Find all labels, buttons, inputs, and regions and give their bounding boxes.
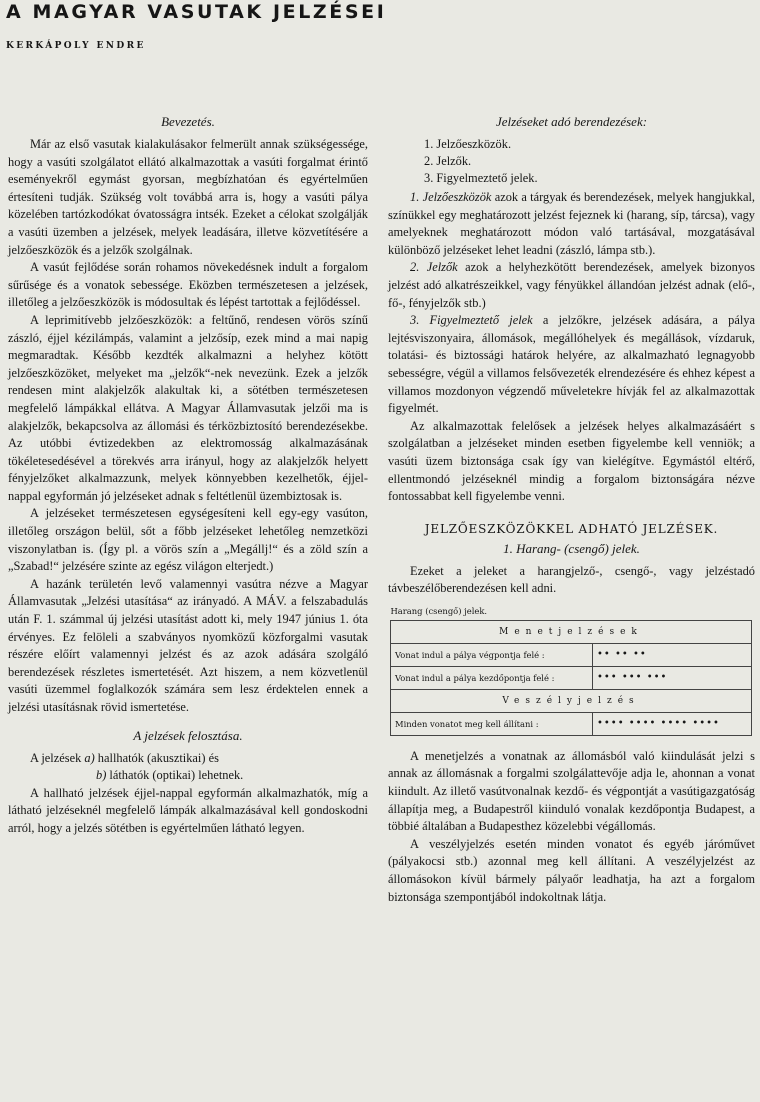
devices-paragraph-4: Az alkalmazottak felelősek a jelzések helyes alkalmazásáért s szolgálatban a jelzéseket minden esetben figyelembe kell venniök; a vasúti üzem biztonsága csak így van kielégítve. Egymástól eltérő, ellentmondó jelzéseknél mindig a forgalom biztonságára nézve fontossabbat kell figyelembe venni. bbox=[388, 418, 755, 504]
table-row-label: Minden vonatot meg kell állítani : bbox=[391, 712, 593, 735]
division-marker-b: b) bbox=[96, 768, 107, 783]
article-title: A MAGYAR VASUTAK JELZÉSEI bbox=[6, 1, 387, 23]
intro-paragraph-5: A hazánk területén levő valamennyi vasútra nézve a Magyar Államvasutak „Jelzési utasítása“ az irányadó. A MÁV. a felszabadulás után F. 1. számmal új jelzési utasítást adott ki, mely 1947 június 1. óta érvényes. Ez felöleli a szabványos nyomközű közforgalmi vasutak részére előírt valamennyi jelzést és az azok adására szolgáló berendezések részletes ismertetését. Azt hiszem, a nem közvetlenül vasúti üzemmel foglalkozók számára sem lesz érdektelen ennek a jelzési utasításnak rövid ismertetése. bbox=[8, 576, 368, 714]
devices-paragraph-1 bbox=[388, 189, 755, 259]
section-heading: JELZŐESZKÖZÖKKEL ADHATÓ JELZÉSEK. bbox=[424, 521, 719, 536]
devices-paragraph-2 bbox=[388, 259, 755, 312]
table-row-pattern: •• •• •• bbox=[593, 643, 752, 666]
devices-paragraph-1-text: azok a tárgyak és berendezések, melyek hangjukkal, színükkel egy meghatározott jelzést fejeznek ki (harang, síp, tárcsa), vagy amelyeknek meghatározott módon való tartásával, mozgatásával különböző jelzéseket lehet leadni (zászló, lámpa stb.). bbox=[388, 190, 755, 257]
table-row-pattern: •••• •••• •••• •••• bbox=[593, 712, 752, 735]
division-line-1 bbox=[8, 750, 368, 768]
term-figyelmezteto-jelek: 3. Figyelmeztető jelek bbox=[410, 313, 533, 328]
veszelyjelzes-paragraph: A veszélyjelzés esetén minden vonatot és egyéb járóművet (pályakocsi stb.) azonnal meg kell állítani. A veszélyjelzést az állomásokon kívül bármely pályaőr leadhatja, ha azt a forgalom biztonsága szempontjából indokoltnak látja. bbox=[388, 836, 755, 904]
term-jelzoeszkozok: 1. Jelzőeszközök bbox=[410, 190, 492, 204]
article-author: KERKÁPOLY ENDRE bbox=[6, 41, 146, 51]
intro-paragraph-1: Már az első vasutak kialakulásakor felmerült annak szükségessége, hogy a vasúti szolgálatot ellátó alkalmazottak a vasúti forgalmat érintő eseményekről egymást gyorsan, megbízhatóan és egyértelműen értesíteni tudják. Szükség volt továbbá arra is, hogy a vasúti pálya közelében tartózkodókat óvatosságra intsék. Ezeket a célokat szolgálják a vasúti üzemben a jelzések, melyek leadására, illetve közvetítésére a jelzőeszközök és a jelzők szolgálnak. bbox=[8, 137, 368, 257]
left-column bbox=[8, 113, 368, 838]
table-row bbox=[391, 643, 752, 666]
devices-paragraph-3 bbox=[388, 312, 755, 418]
table-row bbox=[391, 666, 752, 689]
table-row bbox=[391, 712, 752, 735]
devices-paragraph-2-text: azok a helyhezkötött berendezések, amelyek bizonyos jelzést adó alkatrészeikkel, vagy fényükkel állandóan jelzést adnak (elő-, fő-, fényjelzők stb.) bbox=[388, 260, 755, 310]
table-row-pattern: ••• ••• ••• bbox=[593, 666, 752, 689]
intro-paragraph-3: A leprimitívebb jelzőeszközök: a feltűnő, rendesen vörös színű zászló, éjjel kézilámpás, valamint a jelzősíp, ezek mind a mai napig megmaradtak. Később kezdték alkalmazni a helyhez kötött jelzőeszközöket, melyeket ma „jelzők“-nek nevezünk. Ezek a jelzők rendesen mint alakjelzők alakultak ki, a sötétben természetesen megfelelő lámpákkal ellátva. A Magyar Államvasutak jelzői ma is alakjelzők, bekapcsolva az állomási és térközbiztosító berendezésekbe. Az utóbbi évtizedekben az elektromosság alkalmazásának tökéletesedésével a törekvés arra irányul, hogy az alakjelzők helyett fényjelzőket alkalmazzunk, melyek könnyebben kezelhetők, éjjel-nappal egyformán jó jelzéseket adnak s feltétlenül üzembiztosak is. bbox=[8, 312, 368, 503]
table-group-veszelyjelzes: Veszélyjelzés bbox=[391, 689, 752, 712]
bell-signal-table bbox=[390, 604, 752, 736]
table-row-label: Vonat indul a pálya kezdőpontja felé : bbox=[391, 666, 593, 689]
intro-paragraph-2: A vasút fejlődése során rohamos növekedésnek indult a forgalom sűrűsége és a vonatok sebessége. Eközben természetesen a jelzések, illetőleg a jelzőeszközök is módosultak és lépést tartottak a fejlődéssel. bbox=[8, 260, 368, 310]
menetjelzes-paragraph: A menetjelzés a vonatnak az állomásból való kiindulását jelzi s annak az állomásnak a forgalmi szolgálattevője adja le, ahonnan a vonat kiindult. Az illető vasútvonalnak kezdő- és végpontját a vasútigazgatóság állapítja meg, a Budapestről kiinduló vonalak kezdőpontja Budapest, a többié általában a Budapesthez közelebbi végállomás. bbox=[388, 748, 755, 834]
division-line-1-rest: hallhatók (akusztikai) és bbox=[94, 750, 219, 765]
devices-list bbox=[388, 136, 755, 187]
division-line-2 bbox=[8, 767, 368, 785]
division-block bbox=[8, 750, 368, 838]
table-group-menetjelzesek: Menetjelzések bbox=[391, 620, 752, 643]
division-heading: A jelzések felosztása. bbox=[133, 727, 243, 743]
sub-paragraph: Ezeket a jeleket a harangjelző-, csengő-, vagy jelzéstadó távbeszélőberendezésen kell adni. bbox=[388, 563, 755, 596]
division-paragraph: A hallható jelzések éjjel-nappal egyformán alkalmazhatók, míg a látható jelzéseknél megfelelő lámpák alkalmazásával kell gondoskodni arról, hogy a jelzés sötétben is egyértelműen látható legyen. bbox=[8, 785, 368, 835]
division-line-2-rest: láthatók (optikai) lehetnek. bbox=[106, 768, 244, 783]
right-column bbox=[388, 113, 755, 906]
devices-paragraph-3-text: a jelzőkre, jelzések adására, a pálya lejtésviszonyaira, állomások, megállóhelyek és megállások, vízdaruk, tolatási- és biztossági határok helyére, az alkalmazható legnagyobb sebességre, végül a villamos felsővezeték elrendezésére és ehhez képest a villamos mozdonyon végzendő műveletekre hívják fel az alkalmazottak figyelmét. bbox=[388, 313, 755, 416]
division-line-1-prefix: A jelzések bbox=[30, 750, 85, 765]
list-item: 2. Jelzők. bbox=[424, 154, 472, 168]
list-item: 3. Figyelmeztető jelek. bbox=[424, 171, 538, 185]
list-item: 1. Jelzőeszközök. bbox=[424, 137, 512, 151]
term-jelzok: 2. Jelzők bbox=[410, 260, 458, 275]
intro-paragraph-4: A jelzéseket természetesen egységesíteni kell egy-egy vasúton, illetőleg országon belül, sőt a főbb jelzéseket lehetőleg nemzetközi viszonylatban is. (Így pl. a vörös szín a „Megállj!“ és a zöld szín a „Szabad!“ jelzésére szinte az egész világon elterjedt.) bbox=[8, 506, 368, 574]
division-marker-a: a) bbox=[84, 750, 95, 765]
devices-heading: Jelzéseket adó berendezések: bbox=[495, 114, 648, 129]
sub-heading: 1. Harang- (csengő) jelek. bbox=[503, 540, 640, 556]
table-row-label: Vonat indul a pálya végpontja felé : bbox=[391, 643, 593, 666]
intro-heading: Bevezetés. bbox=[161, 114, 215, 129]
table-caption: Harang (csengő) jelek. bbox=[390, 605, 488, 616]
